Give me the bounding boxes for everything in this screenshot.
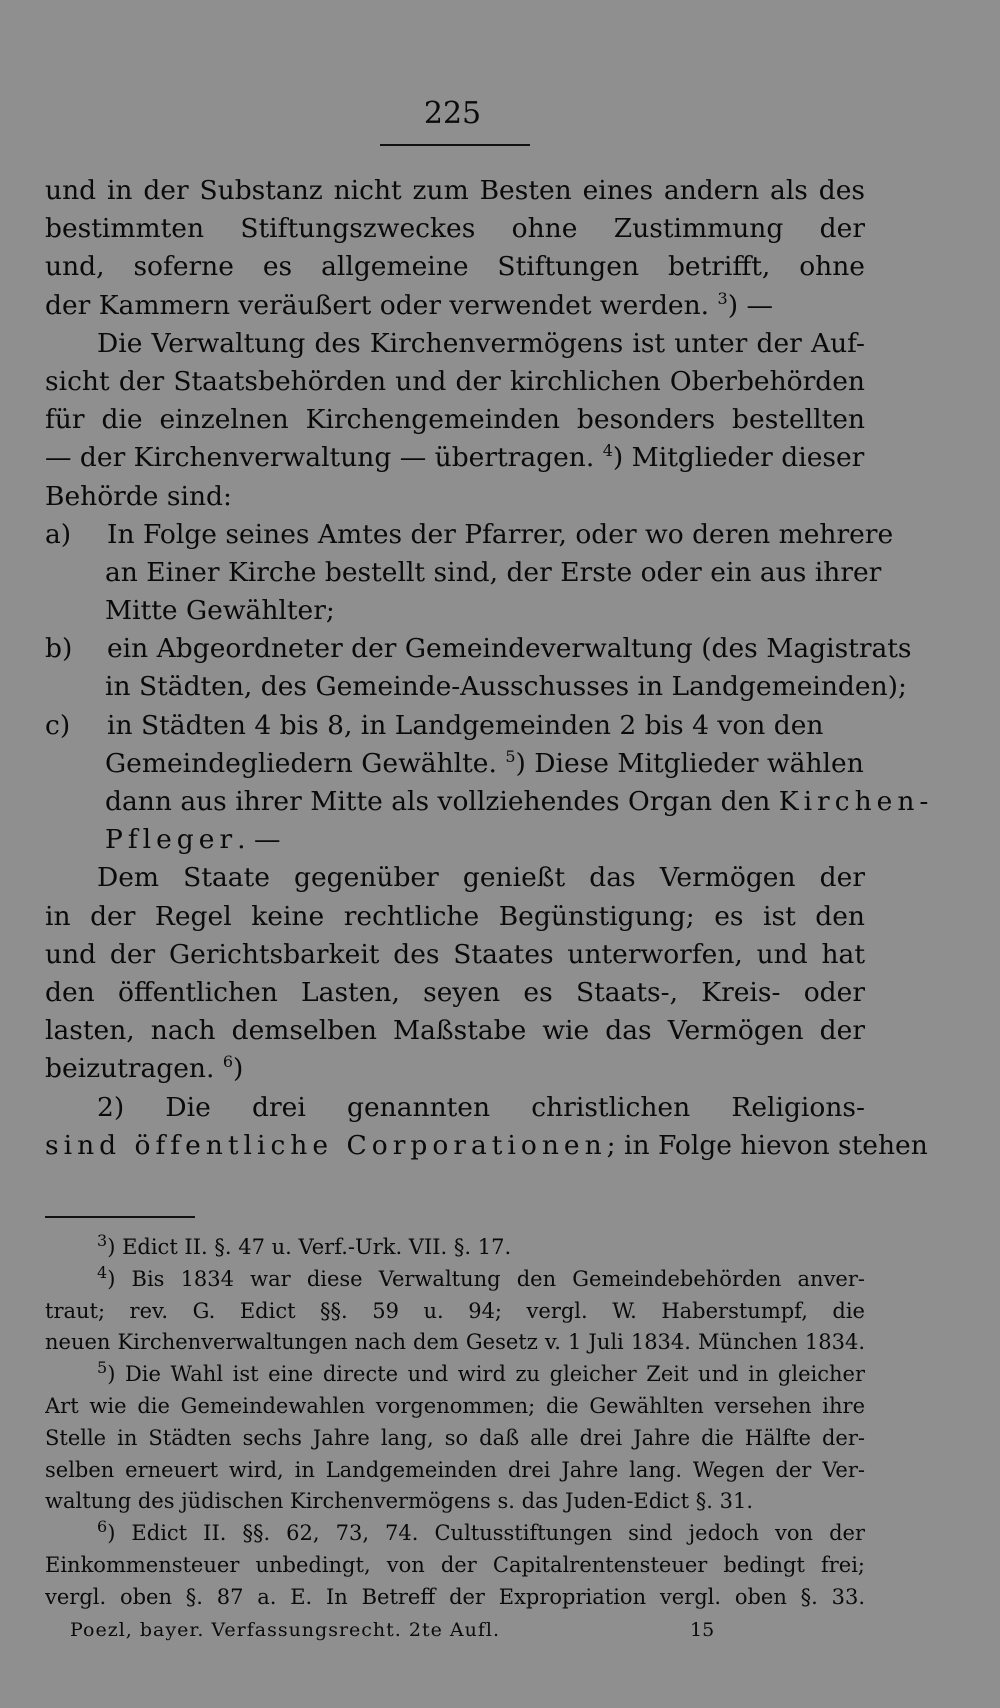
text-line (45, 287, 865, 325)
footnote-4 (45, 1264, 865, 1296)
text-fragment: Gemeindegliedern Gewählte. (105, 747, 497, 779)
footnote-mark-paren: ) (107, 1235, 123, 1259)
text-line: sicht der Staatsbehörden und der kirchlichen Oberbehörden (45, 365, 865, 397)
footnote-separator (45, 1216, 195, 1218)
footnote-mark: 3 (97, 1232, 108, 1250)
footnote-reference[interactable]: 3 (717, 288, 728, 308)
footnote-mark-paren: ) (107, 1266, 132, 1291)
footnote-line: Art wie die Gemeindewahlen vorgenommen; die Gewählten versehen ihre (45, 1393, 865, 1418)
text-line: Behörde sind: (45, 480, 232, 512)
text-fragment: In Folge seines Amtes der Pfarrer, oder wo deren mehrere (107, 518, 894, 550)
text-fragment: — der Kirchenverwaltung — übertragen. (45, 442, 595, 474)
text-fragment: Mitglieder dieser (623, 442, 865, 474)
text-line: lasten, nach demselben Maßstabe wie das Vermögen der (45, 1015, 865, 1047)
footnote-mark-paren: ) (107, 1521, 132, 1546)
text-fragment: . — (237, 824, 281, 856)
footnote-line: selben erneuert wird, in Landgemeinden drei Jahre lang. Wegen der Ver- (45, 1457, 865, 1482)
text-line (45, 439, 865, 477)
text-line: Die Verwaltung des Kirchenvermögens ist unter der Auf- (97, 327, 865, 359)
text-line: in Städten, des Gemeinde-Ausschusses in Landgemeinden); (105, 671, 907, 703)
footnote-line: traut; rev. G. Edict §§. 59 u. 94; vergl. W. Haberstumpf, die (45, 1298, 865, 1323)
text-fragment: ; in Folge hievon stehen (606, 1129, 928, 1161)
list-item-a (45, 516, 894, 554)
list-item-c (45, 707, 865, 745)
text-line (45, 821, 865, 859)
text-fragment: — (738, 289, 773, 321)
text-fragment: Diese Mitglieder wählen (525, 747, 864, 779)
text-line (45, 745, 865, 783)
text-line: den öffentlichen Lasten, seyen es Staats-, Kreis- oder (45, 976, 865, 1008)
text-line: an Einer Kirche bestellt sind, der Erste oder ein aus ihrer (105, 556, 882, 588)
list-label: b) (45, 633, 73, 665)
signature-title: Poezl, bayer. Verfassungsrecht. 2te Aufl. (70, 1619, 500, 1641)
text-line (45, 1050, 865, 1088)
list-label: c) (45, 709, 71, 741)
list-label: a) (45, 518, 72, 550)
text-line: und, soferne es allgemeine Stiftungen betrifft, ohne (45, 251, 865, 283)
page-number: 225 (423, 96, 482, 131)
emphasized-term: sind öffentliche Corporationen (45, 1129, 607, 1161)
footnote-line: Stelle in Städten sechs Jahre lang, so daß alle drei Jahre die Hälfte der- (45, 1425, 865, 1450)
text-line (45, 1127, 928, 1165)
text-fragment: ) (233, 1053, 244, 1085)
footnote-line: neuen Kirchenverwaltungen nach dem Gesetz v. 1 Juli 1834. München 1834. (45, 1330, 865, 1355)
text-fragment: ) (727, 289, 739, 321)
text-fragment: ein Abgeordneter der Gemeindeverwaltung (des Magistrats (107, 633, 912, 665)
text-line: und der Gerichtsbarkeit des Staates unterworfen, und hat (45, 938, 865, 970)
header-rule (380, 144, 530, 146)
text-fragment: ) (612, 442, 624, 474)
footnote-6 (45, 1518, 865, 1550)
footnote-mark: 5 (97, 1359, 108, 1378)
text-line (45, 783, 934, 821)
text-line: bestimmten Stiftungszweckes ohne Zustimmung der (45, 213, 865, 245)
footnote-line: Einkommensteuer unbedingt, von der Capitalrentensteuer bedingt frei; (45, 1552, 865, 1577)
footnote-text: Die Wahl ist eine directe und wird zu gleicher Zeit und in gleicher (124, 1362, 865, 1387)
text-fragment: ) (515, 747, 526, 779)
footnote-reference[interactable]: 4 (602, 441, 613, 461)
text-fragment: beizutragen. (45, 1053, 215, 1085)
footnote-reference[interactable]: 6 (222, 1052, 234, 1072)
main-text (45, 172, 934, 1165)
footnote-text: Bis 1834 war diese Verwaltung den Gemeindebehörden anver- (131, 1266, 865, 1291)
emphasized-term: Pfleger (105, 824, 238, 856)
text-fragment: der Kammern veräußert oder verwendet werden. (45, 289, 710, 321)
signature-number: 15 (690, 1619, 715, 1641)
text-line: Dem Staate gegenüber genießt das Vermögen der (97, 862, 865, 894)
list-item-b (45, 630, 912, 668)
text-line: in der Regel keine rechtliche Begünstigung; es ist den (45, 900, 865, 932)
footnote-5 (45, 1359, 865, 1391)
text-fragment: dann aus ihrer Mitte als vollziehendes Organ den (105, 786, 779, 817)
footnote-mark: 4 (97, 1263, 108, 1282)
text-line: Mitte Gewählter; (105, 595, 335, 627)
text-line: für die einzelnen Kirchengemeinden besonders bestellten (45, 404, 865, 436)
footnotes (45, 1232, 865, 1614)
text-line: 2) Die drei genannten christlichen Religions- (97, 1091, 865, 1123)
footnote-text: Edict II. §§. 62, 73, 74. Cultusstiftungen sind jedoch von der (131, 1521, 865, 1546)
text-fragment: in Städten 4 bis 8, in Landgemeinden 2 bis 4 von den (107, 709, 824, 741)
footnote-3 (45, 1232, 865, 1264)
footnote-text: Edict II. §. 47 u. Verf.-Urk. VII. §. 17. (122, 1235, 512, 1259)
text-line: und in der Substanz nicht zum Besten eines andern als des (45, 175, 865, 206)
emphasized-term: Kirchen- (778, 786, 934, 817)
footnote-mark-paren: ) (107, 1362, 125, 1387)
footnote-reference[interactable]: 5 (505, 746, 516, 766)
footnote-mark: 6 (97, 1518, 108, 1537)
footnote-line: waltung des jüdischen Kirchenvermögens s. das Juden-Edict §. 31. (45, 1489, 754, 1514)
footnote-line: vergl. oben §. 87 a. E. In Betreff der Expropriation vergl. oben §. 33. (45, 1584, 865, 1609)
